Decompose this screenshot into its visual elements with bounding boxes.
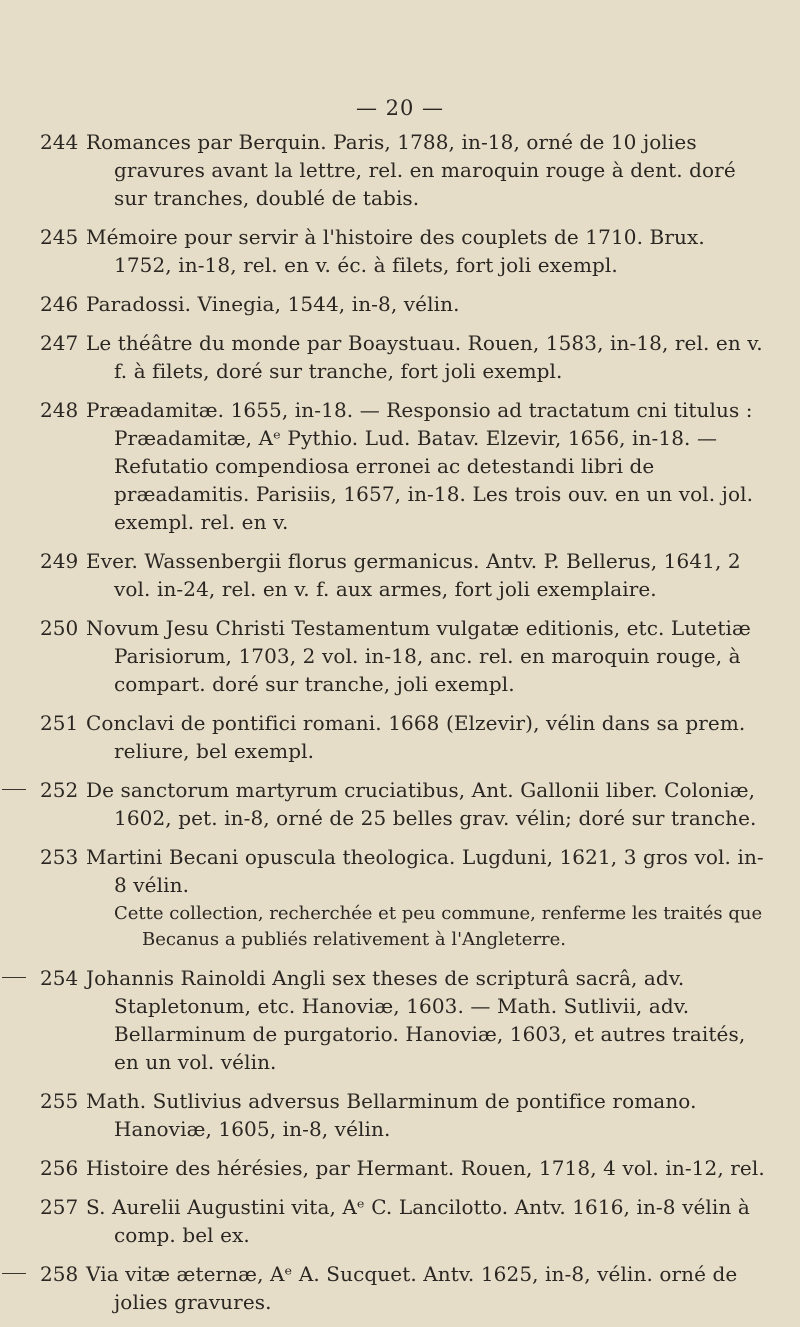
entry-244 xyxy=(40,128,768,212)
entry-247 xyxy=(40,329,768,385)
entry-text: Johannis Rainoldi Angli sex theses de scripturâ sacrâ, adv. Stapletonum, etc. Hanoviæ, 1603. — Math. Sutlivii, adv. Bellarminum de purgatorio. Hanoviæ, 1603, et autres traités, en un vol. vélin. xyxy=(86,966,746,1074)
entry-number: 247 xyxy=(40,331,79,355)
page-number: — 20 — xyxy=(355,96,445,120)
entry-257 xyxy=(40,1193,768,1249)
entry-text: Histoire des hérésies, par Hermant. Rouen, 1718, 4 vol. in-12, rel. xyxy=(86,1156,765,1180)
margin-mark xyxy=(2,789,26,790)
entry-number: 255 xyxy=(40,1089,79,1113)
entry-text: Le théâtre du monde par Boaystuau. Rouen, 1583, in-18, rel. en v. f. à filets, doré sur tranche, fort joli exempl. xyxy=(86,331,763,383)
margin-mark xyxy=(2,1273,26,1274)
entry-number: 249 xyxy=(40,549,79,573)
entry-text: Math. Sutlivius adversus Bellarminum de pontifice romano. Hanoviæ, 1605, in-8, vélin. xyxy=(86,1089,697,1141)
entry-251 xyxy=(40,709,768,765)
margin-mark xyxy=(2,977,26,978)
entry-list xyxy=(40,128,768,1327)
entry-254 xyxy=(40,964,768,1076)
entry-248 xyxy=(40,396,768,536)
entry-note: Cette collection, recherchée et peu commune, renferme les traités que Becanus a publiés relativement à l'Angleterre. xyxy=(114,903,763,950)
entry-text: S. Aurelii Augustini vita, Aᵉ C. Lancilotto. Antv. 1616, in-8 vélin à comp. bel ex. xyxy=(86,1195,750,1247)
entry-number: 245 xyxy=(40,225,79,249)
entry-255 xyxy=(40,1087,768,1143)
entry-number: 248 xyxy=(40,398,79,422)
entry-number: 252 xyxy=(40,778,79,802)
entry-text: Novum Jesu Christi Testamentum vulgatæ editionis, etc. Lutetiæ Parisiorum, 1703, 2 vol. in-18, anc. rel. en maroquin rouge, à compart. doré sur tranche, joli exempl. xyxy=(86,616,751,696)
entry-text: Romances par Berquin. Paris, 1788, in-18, orné de 10 jolies gravures avant la lettre, rel. en maroquin rouge à dent. doré sur tranches, doublé de tabis. xyxy=(86,130,736,210)
entry-253 xyxy=(40,843,768,953)
entry-text: Conclavi de pontifici romani. 1668 (Elzevir), vélin dans sa prem. reliure, bel exempl. xyxy=(86,711,746,763)
entry-258 xyxy=(40,1260,768,1316)
entry-number: 250 xyxy=(40,616,79,640)
entry-249 xyxy=(40,547,768,603)
entry-number: 246 xyxy=(40,292,79,316)
entry-text: Martini Becani opuscula theologica. Lugduni, 1621, 3 gros vol. in-8 vélin. xyxy=(86,845,764,897)
entry-text: Præadamitæ. 1655, in-18. — Responsio ad tractatum cni titulus : Præadamitæ, Aᵉ Pythio. Lud. Batav. Elzevir, 1656, in-18. — Refutatio compendiosa erronei ac detestandi libri de præadamitis. Parisiis, 1657, in-18. Les trois ouv. en un vol. jol. exempl. rel. en v. xyxy=(86,398,754,534)
entry-252 xyxy=(40,776,768,832)
entry-number: 256 xyxy=(40,1156,79,1180)
entry-number: 254 xyxy=(40,966,79,990)
entry-245 xyxy=(40,223,768,279)
entry-number: 253 xyxy=(40,845,79,869)
entry-250 xyxy=(40,614,768,698)
entry-number: 257 xyxy=(40,1195,79,1219)
entry-246 xyxy=(40,290,768,318)
entry-text: Paradossi. Vinegia, 1544, in-8, vélin. xyxy=(86,292,460,316)
entry-text: De sanctorum martyrum cruciatibus, Ant. Gallonii liber. Coloniæ, 1602, pet. in-8, orné de 25 belles grav. vélin; doré sur tranche. xyxy=(86,778,757,830)
entry-text: Mémoire pour servir à l'histoire des couplets de 1710. Brux. 1752, in-18, rel. en v. éc. à filets, fort joli exempl. xyxy=(86,225,705,277)
entry-number: 244 xyxy=(40,130,79,154)
entry-text: Via vitæ æternæ, Aᵉ A. Sucquet. Antv. 1625, in-8, vélin. orné de jolies gravures. xyxy=(86,1262,738,1314)
entry-256 xyxy=(40,1154,768,1182)
entry-text: Ever. Wassenbergii florus germanicus. Antv. P. Bellerus, 1641, 2 vol. in-24, rel. en v. f. aux armes, fort joli exemplaire. xyxy=(86,549,741,601)
entry-number: 258 xyxy=(40,1262,79,1286)
entry-number: 251 xyxy=(40,711,79,735)
